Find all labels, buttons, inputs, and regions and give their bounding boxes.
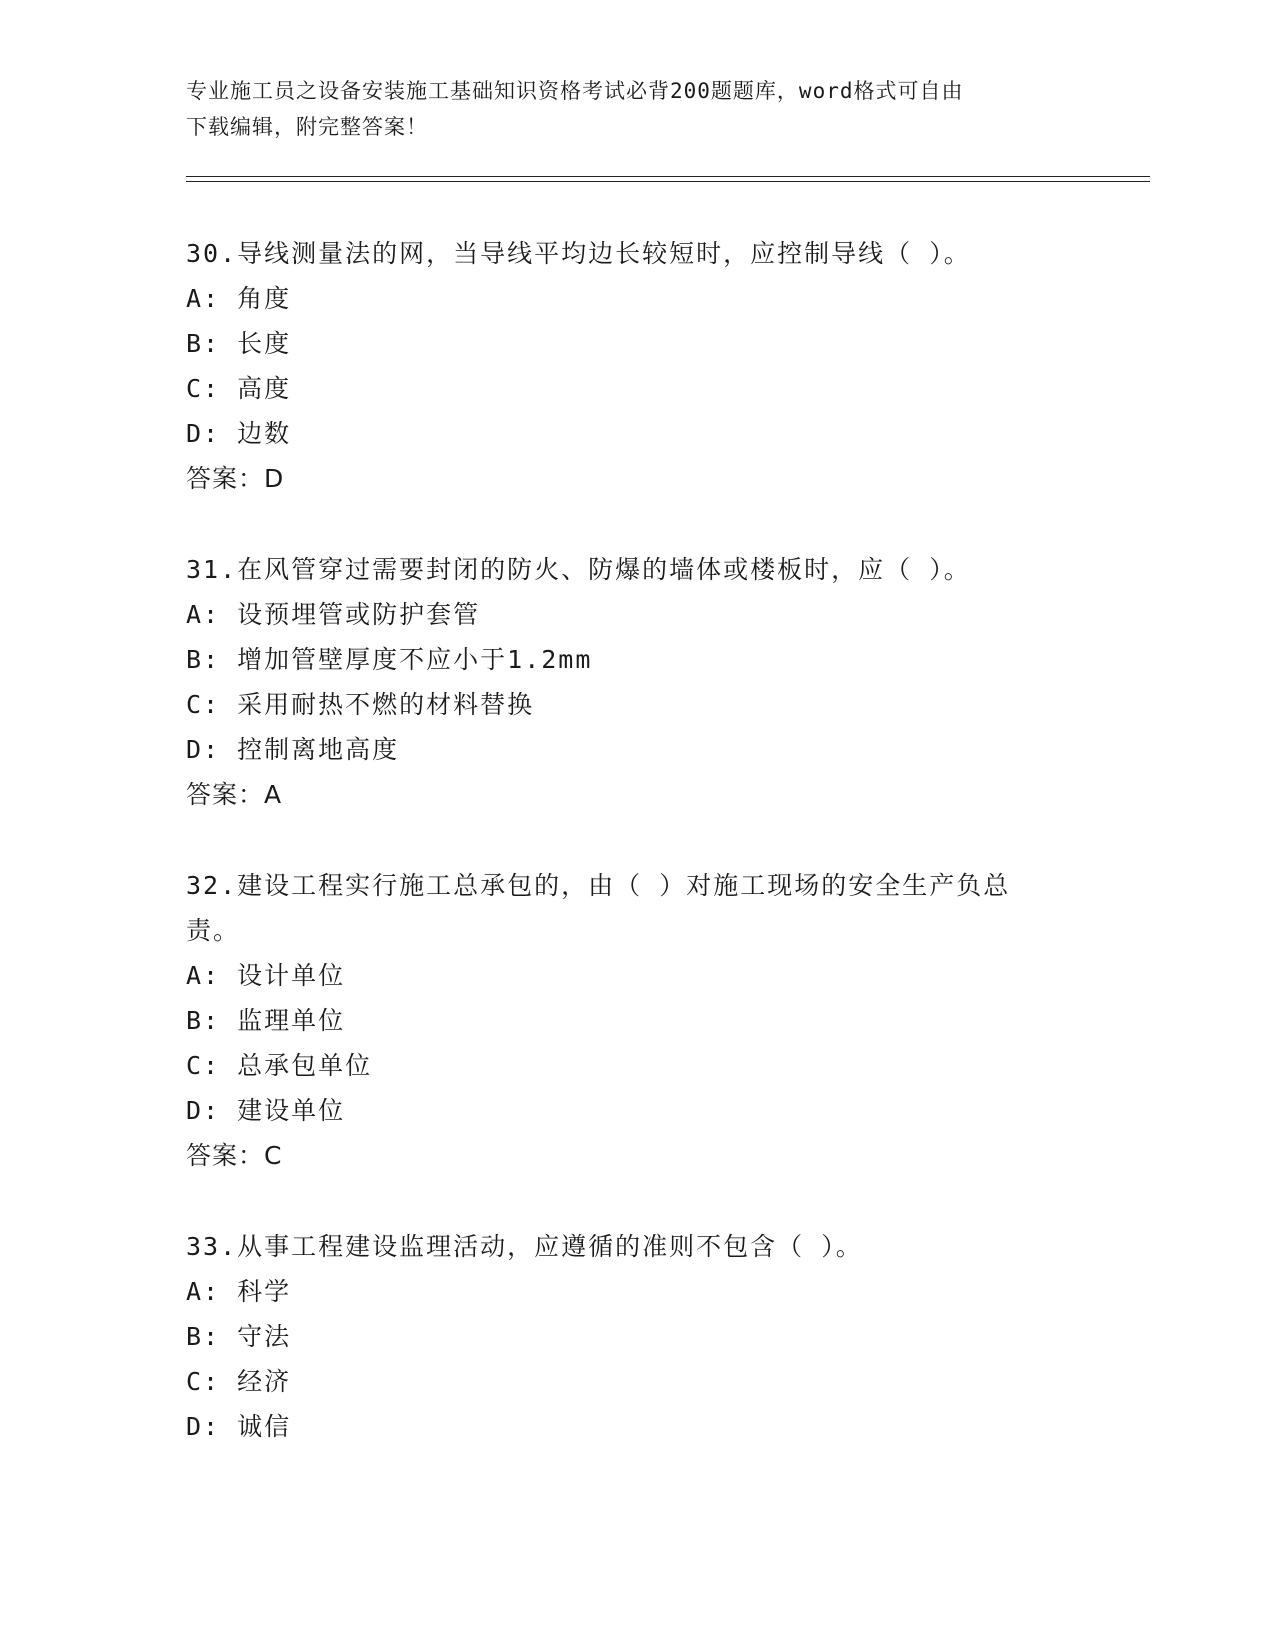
question-33-option-b: B: 守法 bbox=[186, 1322, 292, 1351]
header-title-line-2: 下载编辑，附完整答案！ bbox=[186, 115, 428, 139]
question-31-stem: 31.在风管穿过需要封闭的防火、防爆的墙体或楼板时，应（ ）。 bbox=[186, 555, 971, 584]
question-31-option-c: C: 采用耐热不燃的材料替换 bbox=[186, 690, 535, 719]
question-30-stem: 30.导线测量法的网，当导线平均边长较短时，应控制导线（ ）。 bbox=[186, 239, 971, 268]
question-30-option-d: D: 边数 bbox=[186, 419, 292, 448]
header-title-line-1: 专业施工员之设备安装施工基础知识资格考试必背200题题库，word格式可自由 bbox=[186, 79, 964, 103]
question-32-stem-line-2: 责。 bbox=[186, 916, 241, 945]
question-30-option-b: B: 长度 bbox=[186, 329, 292, 358]
question-32-option-c: C: 总承包单位 bbox=[186, 1051, 373, 1080]
question-33-option-d: D: 诚信 bbox=[186, 1412, 292, 1441]
question-33-option-c: C: 经济 bbox=[186, 1367, 292, 1396]
question-31-option-d: D: 控制离地高度 bbox=[186, 735, 400, 764]
question-31-option-b: B: 增加管壁厚度不应小于1.2mm bbox=[186, 645, 593, 674]
question-30-answer: 答案：D bbox=[186, 464, 285, 493]
question-30-option-c: C: 高度 bbox=[186, 374, 292, 403]
question-32-answer: 答案：C bbox=[186, 1141, 283, 1170]
question-31-answer: 答案：A bbox=[186, 780, 283, 809]
question-32-stem-line-1: 32.建设工程实行施工总承包的，由（ ）对施工现场的安全生产负总 bbox=[186, 871, 1011, 900]
question-32-option-d: D: 建设单位 bbox=[186, 1096, 346, 1125]
question-32-option-a: A: 设计单位 bbox=[186, 961, 346, 990]
header-divider-top bbox=[186, 176, 1150, 177]
header-divider-bottom bbox=[186, 181, 1150, 182]
question-33-option-a: A: 科学 bbox=[186, 1277, 292, 1306]
question-32-option-b: B: 监理单位 bbox=[186, 1006, 346, 1035]
question-33-stem: 33.从事工程建设监理活动，应遵循的准则不包含（ ）。 bbox=[186, 1232, 863, 1261]
question-30-option-a: A: 角度 bbox=[186, 284, 292, 313]
question-31-option-a: A: 设预埋管或防护套管 bbox=[186, 600, 481, 629]
